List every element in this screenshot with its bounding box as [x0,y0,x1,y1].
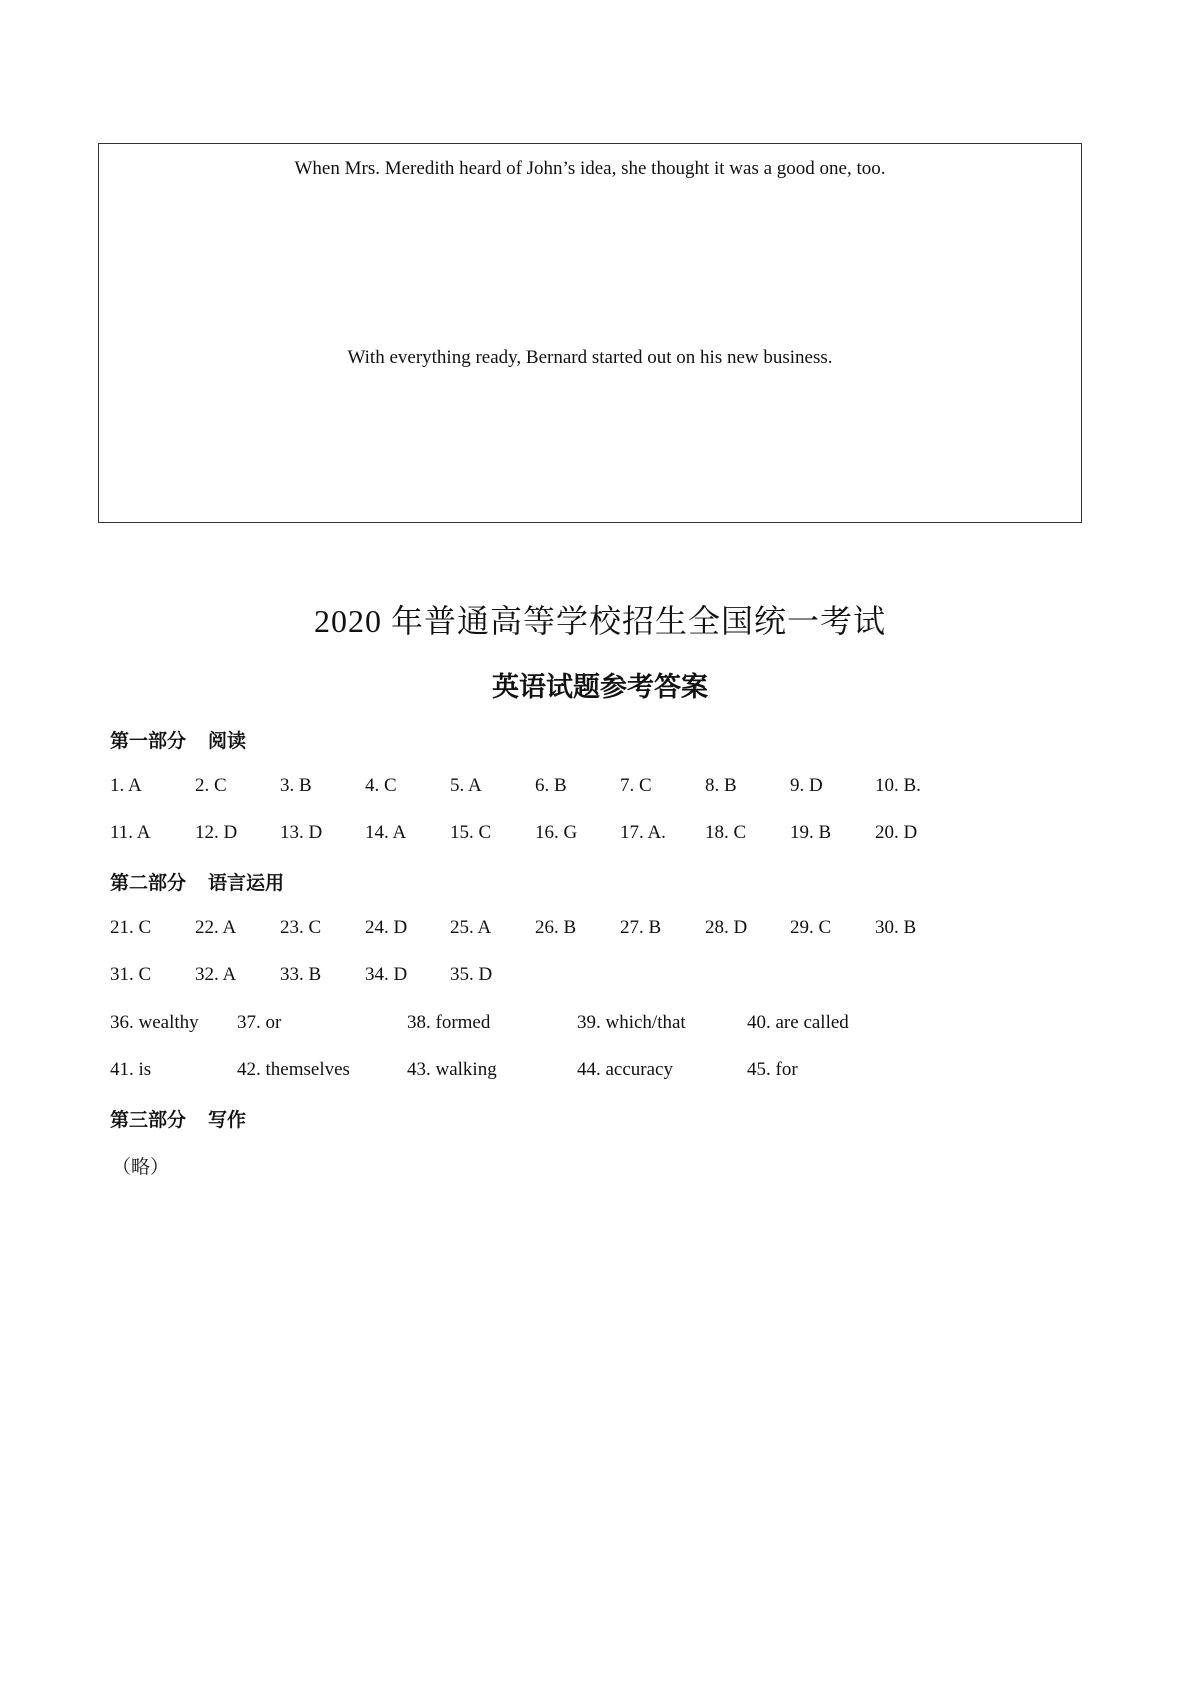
answer-item: 7. C [620,775,652,796]
answer-item: 39. which/that [577,1012,686,1033]
answer-item: 36. wealthy [110,1012,199,1033]
part2-name: 语言运用 [208,872,285,894]
answer-item: 17. A. [620,822,666,843]
exam-title: 2020 年普通高等学校招生全国统一考试 [313,603,886,639]
answer-key-subtitle: 英语试题参考答案 [492,672,708,703]
part3-heading [110,1105,246,1132]
writing-box [98,143,1082,523]
answer-item: 34. D [365,964,408,985]
answer-item: 25. A [450,917,492,938]
answer-item: 28. D [705,917,748,938]
part2-heading [110,868,284,895]
answer-item: 16. G [535,822,578,843]
answer-item: 15. C [450,822,492,843]
writing-prompt-line-2: With everything ready, Bernard started out on his new business. [347,347,833,368]
answer-item: 38. formed [407,1012,491,1033]
answer-item: 11. A [110,822,151,843]
answer-item: 5. A [450,775,482,796]
part1-name: 阅读 [208,730,247,752]
answer-item: 24. D [365,917,408,938]
answer-item: 44. accuracy [577,1059,673,1080]
answer-item: 20. D [875,822,918,843]
answer-item: 9. D [790,775,823,796]
part1-heading [110,726,246,753]
writing-prompt-line-1: When Mrs. Meredith heard of John’s idea, she thought it was a good one, too. [294,158,886,179]
answer-item: 37. or [237,1012,282,1033]
answer-item: 45. for [747,1059,798,1080]
part2-label: 第二部分 [110,872,187,894]
answer-item: 30. B [875,917,917,938]
answer-item: 10. B. [875,775,921,796]
answer-item: 42. themselves [237,1059,350,1080]
answer-item: 26. B [535,917,577,938]
answer-item: 23. C [280,917,322,938]
answer-item: 13. D [280,822,323,843]
part3-note: （略） [112,1156,170,1178]
answer-item: 1. A [110,775,142,796]
part3-label: 第三部分 [110,1109,187,1131]
answer-item: 27. B [620,917,662,938]
answer-item: 32. A [195,964,237,985]
answer-item: 8. B [705,775,737,796]
answer-item: 3. B [280,775,312,796]
answer-item: 43. walking [407,1059,497,1080]
answer-item: 12. D [195,822,238,843]
answer-item: 2. C [195,775,227,796]
part1-label: 第一部分 [110,730,187,752]
answer-item: 14. A [365,822,407,843]
answer-item: 21. C [110,917,152,938]
answer-item: 18. C [705,822,747,843]
answer-item: 40. are called [747,1012,849,1033]
answer-item: 29. C [790,917,832,938]
answer-item: 35. D [450,964,493,985]
part3-name: 写作 [208,1109,247,1131]
answer-item: 22. A [195,917,237,938]
answer-item: 19. B [790,822,832,843]
answer-item: 31. C [110,964,152,985]
answer-item: 4. C [365,775,397,796]
answer-item: 6. B [535,775,567,796]
answer-item: 33. B [280,964,322,985]
answer-item: 41. is [110,1059,152,1080]
